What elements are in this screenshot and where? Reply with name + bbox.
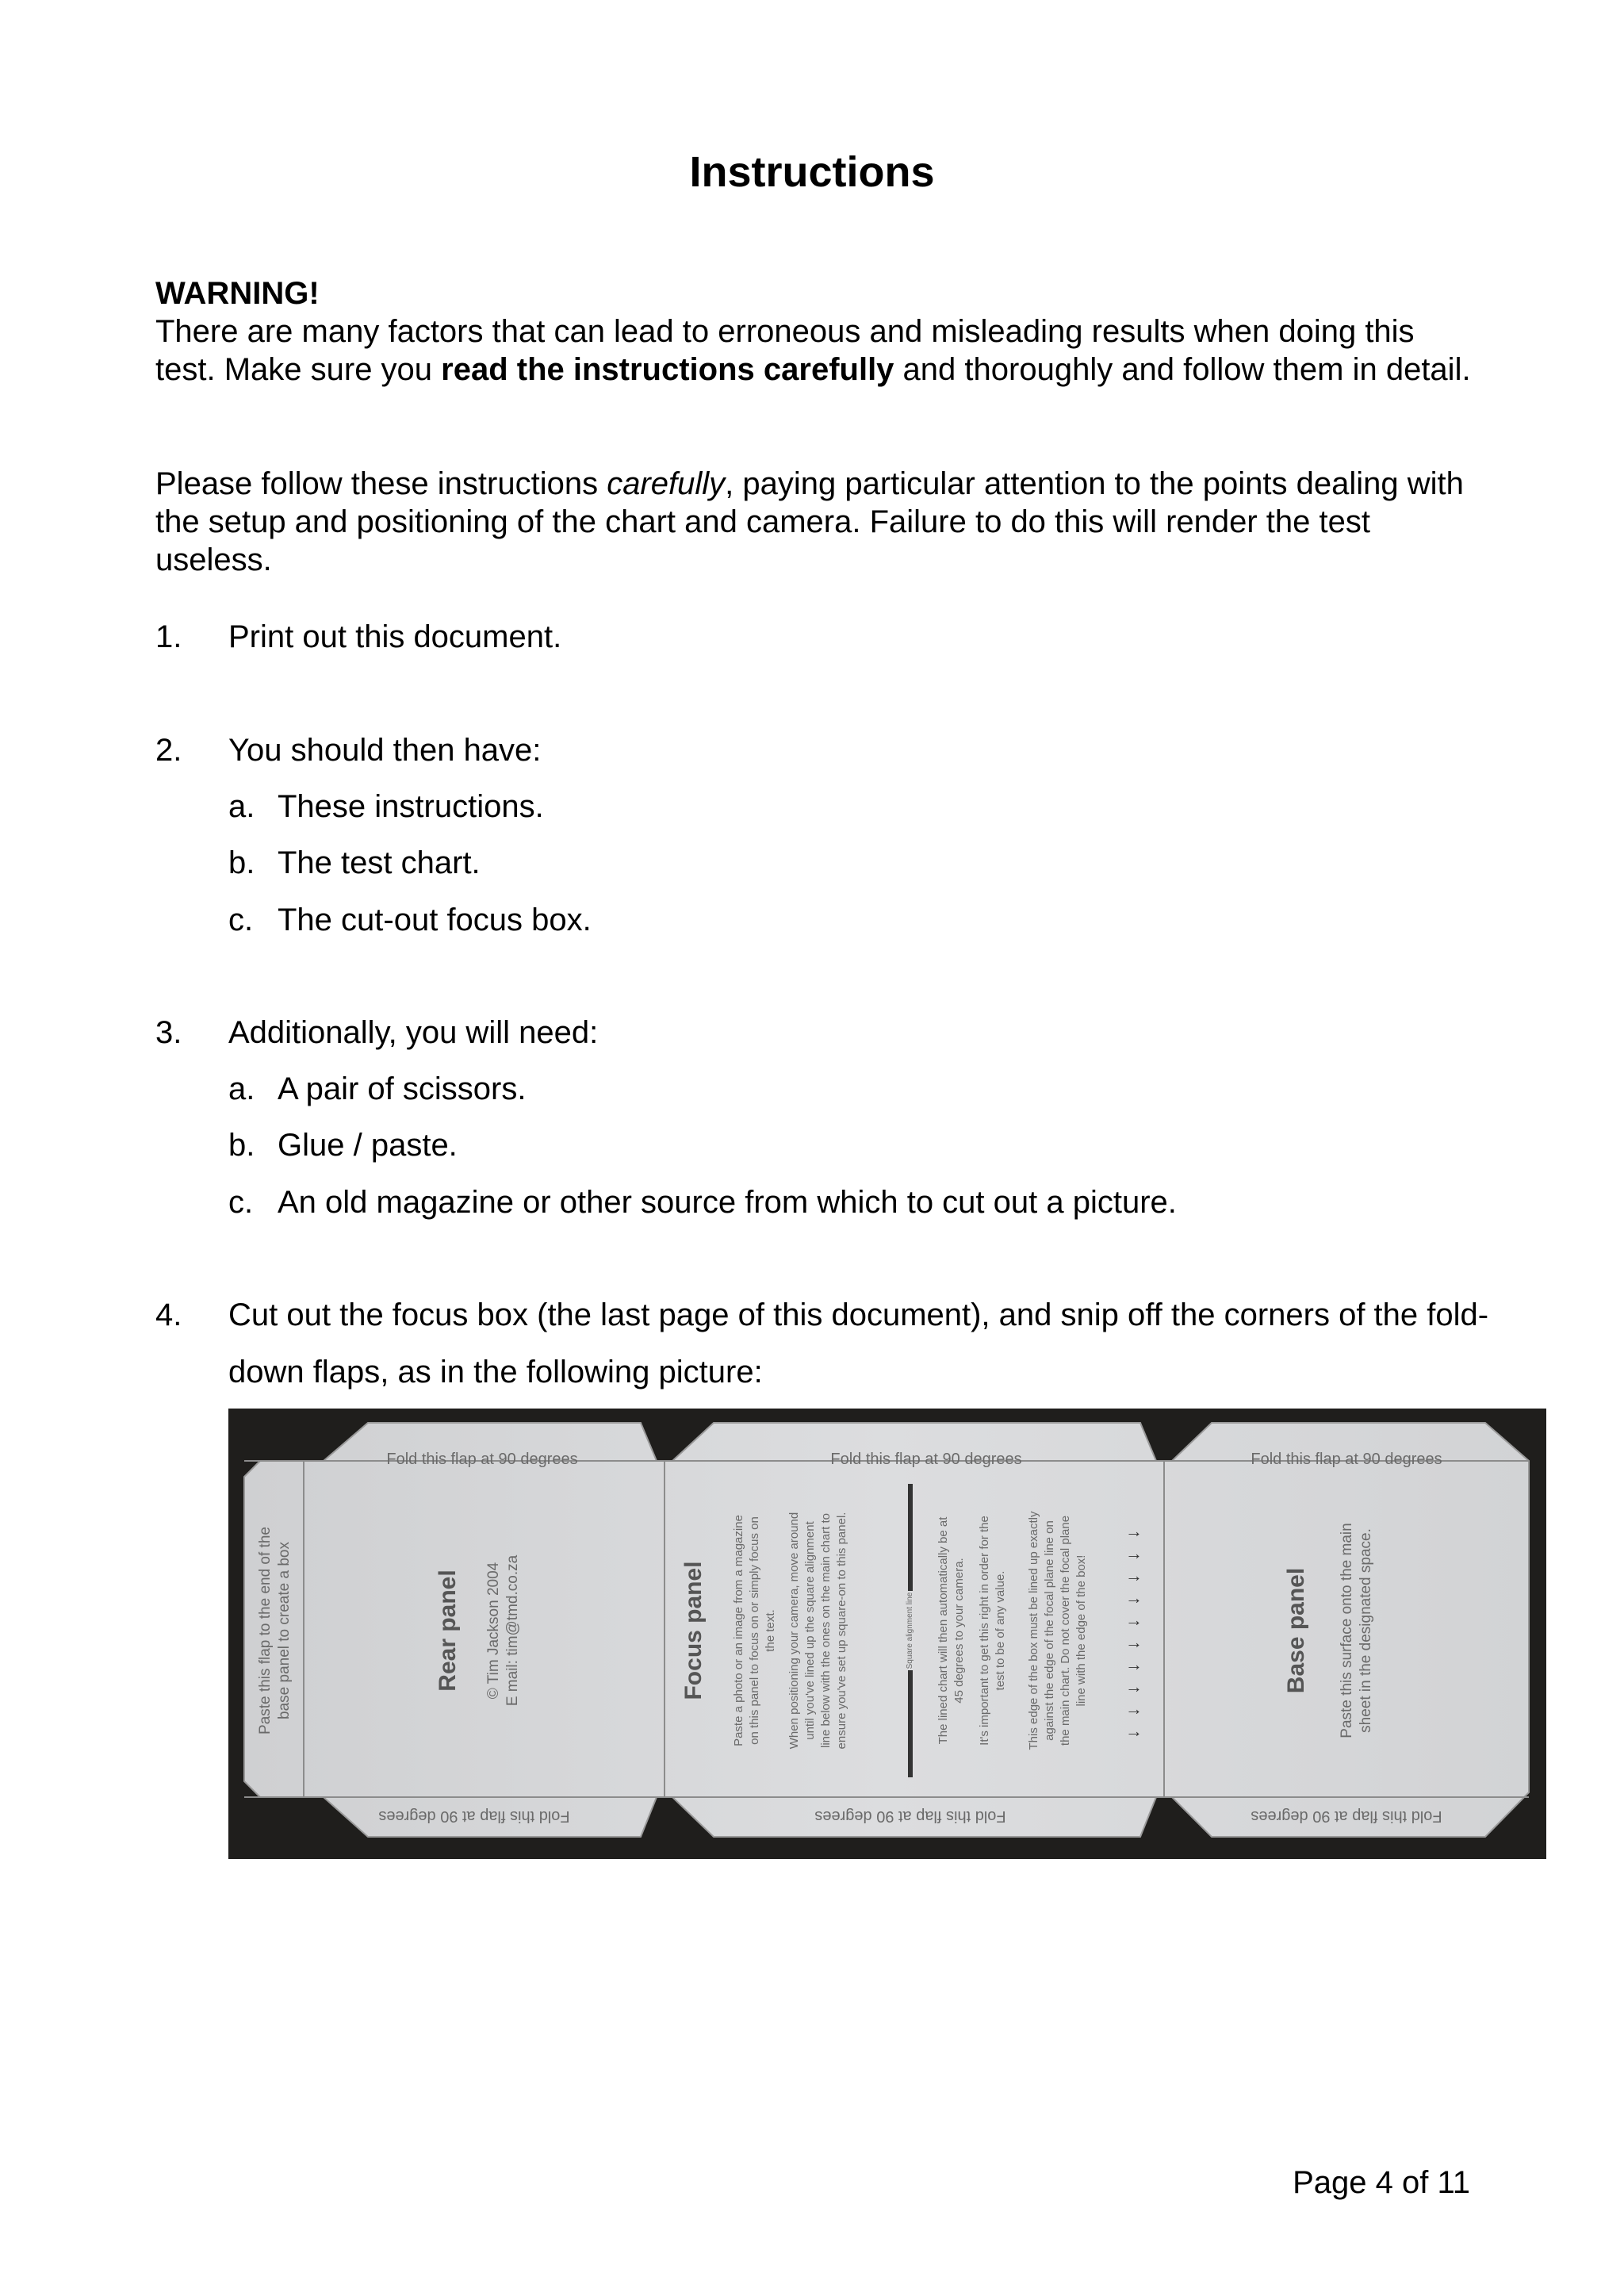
step-text: You should then have: bbox=[228, 733, 542, 768]
sub-item-letter: c. bbox=[228, 903, 254, 937]
flap-label: Fold this flap at 90 degrees bbox=[814, 1807, 1006, 1825]
sub-item-text: These instructions. bbox=[278, 789, 544, 824]
focus-panel-note: the text. bbox=[764, 1609, 777, 1652]
step-number: 4. bbox=[155, 1297, 182, 1332]
focus-panel-note: Paste a photo or an image from a magazine bbox=[732, 1515, 745, 1746]
page-number: Page 4 of 11 bbox=[1293, 2165, 1470, 2200]
focus-panel-note: This edge of the box must be lined up exactly bbox=[1027, 1511, 1040, 1750]
rear-panel-credit: E mail: tim@tmd.co.za bbox=[504, 1554, 521, 1707]
warning-section bbox=[155, 274, 1472, 389]
please-text-end: , paying particular attention to the points dealing with the setup and positioning of the chart and camera. Failure to do this will render the test useless. bbox=[155, 466, 1464, 577]
focus-panel-note: line below with the ones on the main chart to bbox=[819, 1512, 833, 1749]
focus-box-illustration bbox=[228, 1409, 1546, 1859]
focus-panel-note: against the edge of the focal plane line on bbox=[1043, 1520, 1056, 1741]
base-panel-note: sheet in the designated space. bbox=[1358, 1528, 1374, 1733]
warning-paragraph bbox=[155, 312, 1472, 389]
focus-panel-note: Square alignment line bbox=[906, 1592, 914, 1669]
sub-item-text: An old magazine or other source from which to cut out a picture. bbox=[278, 1185, 1177, 1220]
warning-emphasis: read the instructions carefully bbox=[441, 352, 894, 387]
sub-item-letter: a. bbox=[228, 1071, 255, 1106]
warning-heading: WARNING! bbox=[155, 276, 320, 311]
focus-panel-note: ensure you've set up square-on to this panel. bbox=[835, 1512, 848, 1750]
side-flap-label: Paste this flap to the end of the bbox=[257, 1527, 274, 1734]
side-flap-label: base panel to create a box bbox=[276, 1542, 293, 1719]
flap-label: Fold this flap at 90 degrees bbox=[1251, 1451, 1442, 1468]
focus-panel-note: 45 degrees to your camera. bbox=[952, 1558, 966, 1704]
focus-panel-note: until you've lined up the square alignment bbox=[803, 1521, 817, 1740]
arrow-icon: → bbox=[1125, 1610, 1143, 1630]
step-number: 3. bbox=[155, 1015, 182, 1050]
arrow-icon: → bbox=[1125, 1632, 1143, 1652]
focus-panel-note: test to be of any value. bbox=[994, 1570, 1007, 1691]
focus-panel-note: on this panel to focus on or simply focus on bbox=[748, 1516, 761, 1745]
flap-label: Fold this flap at 90 degrees bbox=[386, 1451, 578, 1468]
please-emphasis: carefully bbox=[607, 466, 726, 501]
focus-panel-note: When positioning your camera, move around bbox=[787, 1512, 801, 1750]
warning-text-start: There are many factors that can lead to erroneous and misleading results when doing this test. Make sure you bbox=[155, 314, 1415, 387]
sub-item-text: A pair of scissors. bbox=[278, 1071, 527, 1106]
step-number: 2. bbox=[155, 733, 182, 768]
step-text: Print out this document. bbox=[228, 619, 562, 654]
arrow-icon: → bbox=[1125, 1566, 1143, 1585]
focus-box-photo bbox=[228, 1409, 1546, 1859]
flap-label: Fold this flap at 90 degrees bbox=[1251, 1807, 1442, 1825]
sub-item-letter: b. bbox=[228, 1128, 255, 1163]
sub-item-text: Glue / paste. bbox=[278, 1128, 458, 1163]
page-title: Instructions bbox=[689, 148, 935, 196]
arrow-icon: → bbox=[1125, 1521, 1143, 1541]
sub-item-text: The test chart. bbox=[278, 845, 481, 880]
step-number: 1. bbox=[155, 619, 182, 654]
focus-panel-note: the main chart. Do not cover the focal plane bbox=[1059, 1515, 1072, 1746]
arrow-icon: → bbox=[1125, 1677, 1143, 1696]
base-panel-title: Base panel bbox=[1283, 1567, 1309, 1694]
arrow-icon: → bbox=[1125, 1543, 1143, 1563]
focus-panel-note: The lined chart will then automatically be at bbox=[936, 1516, 950, 1745]
arrow-icon: → bbox=[1125, 1721, 1143, 1741]
arrow-icon: → bbox=[1125, 1654, 1143, 1674]
sub-item-letter: a. bbox=[228, 789, 255, 824]
warning-text-end: and thoroughly and follow them in detail. bbox=[894, 352, 1471, 387]
please-text-start: Please follow these instructions bbox=[155, 466, 607, 501]
arrow-icon: → bbox=[1125, 1699, 1143, 1719]
rear-panel-credit: © Tim Jackson 2004 bbox=[485, 1562, 502, 1700]
step-text: Additionally, you will need: bbox=[228, 1015, 599, 1050]
sub-item-letter: c. bbox=[228, 1185, 254, 1220]
step-text: Cut out the focus box (the last page of this document), and snip off the corners of the fold-down flaps, as in the following picture: bbox=[228, 1297, 1489, 1389]
focus-panel-note: It's important to get this right in order for the bbox=[978, 1516, 991, 1746]
arrow-icon: → bbox=[1125, 1588, 1143, 1608]
please-paragraph bbox=[155, 465, 1472, 579]
sub-item-text: The cut-out focus box. bbox=[278, 903, 592, 937]
flap-label: Fold this flap at 90 degrees bbox=[378, 1807, 570, 1825]
rear-panel-title: Rear panel bbox=[435, 1570, 461, 1692]
flap-label: Fold this flap at 90 degrees bbox=[830, 1451, 1022, 1468]
focus-panel-title: Focus panel bbox=[680, 1561, 707, 1700]
base-panel-note: Paste this surface onto the main bbox=[1339, 1523, 1355, 1738]
sub-item-letter: b. bbox=[228, 845, 255, 880]
focus-panel-note: line with the edge of the box! bbox=[1074, 1554, 1088, 1707]
